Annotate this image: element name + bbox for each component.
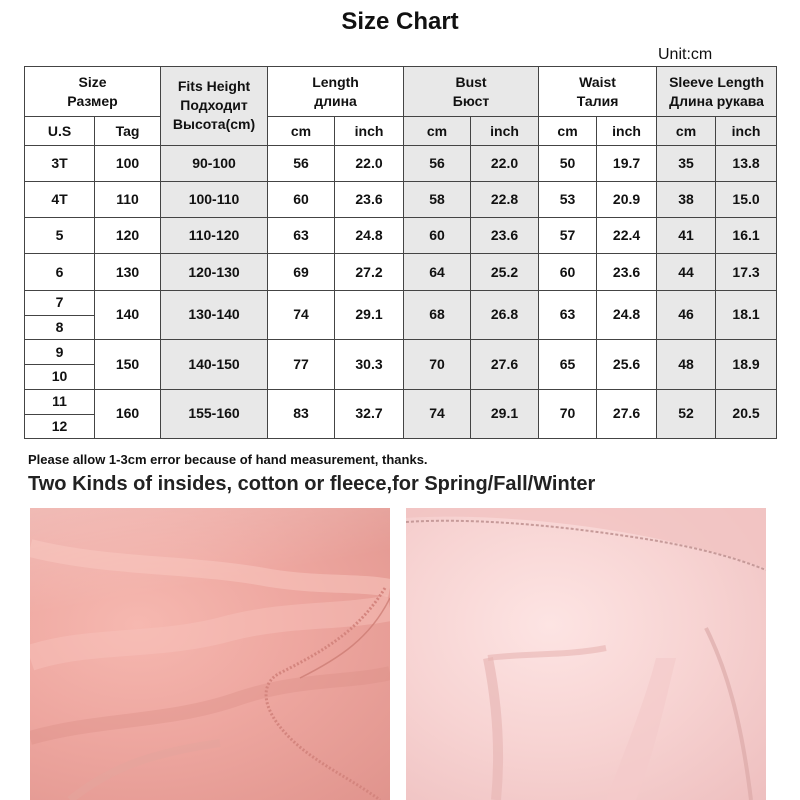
subheader-us: U.S: [25, 117, 95, 145]
cell-sleeve-cm: 46: [657, 290, 716, 339]
subheader-tag: Tag: [95, 117, 161, 145]
subheader-sleeve-inch: inch: [716, 117, 777, 145]
header-bust: Bust Бюст: [404, 67, 539, 117]
cell-bust-inch: 22.8: [471, 181, 539, 217]
cell-us: 4T: [25, 181, 95, 217]
cell-us: 11: [25, 389, 95, 414]
table-row: [25, 218, 777, 254]
cell-us: 6: [25, 254, 95, 290]
cell-us: 10: [25, 365, 95, 389]
table-row: [25, 290, 777, 315]
header-sleeve-length: Sleeve Length Длина рукава: [657, 67, 777, 117]
cell-bust-inch: 27.6: [471, 340, 539, 389]
cell-waist-cm: 50: [539, 145, 597, 181]
cell-length-inch: 23.6: [335, 181, 404, 217]
cell-waist-inch: 20.9: [597, 181, 657, 217]
subheader-waist-cm: cm: [539, 117, 597, 145]
header-size: Size Размер: [25, 67, 161, 117]
cell-bust-inch: 29.1: [471, 389, 539, 438]
cell-sleeve-cm: 48: [657, 340, 716, 389]
cell-length-inch: 29.1: [335, 290, 404, 339]
cell-height: 120-130: [161, 254, 268, 290]
cell-length-cm: 56: [268, 145, 335, 181]
cell-sleeve-inch: 18.1: [716, 290, 777, 339]
cell-height: 90-100: [161, 145, 268, 181]
cell-waist-inch: 22.4: [597, 218, 657, 254]
cell-bust-cm: 56: [404, 145, 471, 181]
cell-length-cm: 77: [268, 340, 335, 389]
fleece-lining-photo: [406, 508, 766, 800]
cell-height: 100-110: [161, 181, 268, 217]
cell-bust-cm: 68: [404, 290, 471, 339]
cell-sleeve-cm: 52: [657, 389, 716, 438]
cell-length-cm: 83: [268, 389, 335, 438]
subheader-bust-inch: inch: [471, 117, 539, 145]
cell-sleeve-cm: 41: [657, 218, 716, 254]
subheader-waist-inch: inch: [597, 117, 657, 145]
cell-waist-inch: 27.6: [597, 389, 657, 438]
cell-length-cm: 60: [268, 181, 335, 217]
cell-waist-cm: 65: [539, 340, 597, 389]
cell-length-inch: 22.0: [335, 145, 404, 181]
measurement-note: Please allow 1-3cm error because of hand measurement, thanks.: [28, 452, 428, 467]
cotton-lining-photo: [30, 508, 390, 800]
cell-tag: 130: [95, 254, 161, 290]
cell-bust-cm: 60: [404, 218, 471, 254]
cell-bust-inch: 23.6: [471, 218, 539, 254]
cell-sleeve-inch: 13.8: [716, 145, 777, 181]
cell-length-cm: 74: [268, 290, 335, 339]
cell-us: 8: [25, 315, 95, 339]
cell-waist-cm: 63: [539, 290, 597, 339]
cell-us: 12: [25, 414, 95, 438]
header-waist: Waist Талия: [539, 67, 657, 117]
cell-waist-inch: 19.7: [597, 145, 657, 181]
cell-us: 3T: [25, 145, 95, 181]
table-row: [25, 145, 777, 181]
cell-bust-cm: 64: [404, 254, 471, 290]
cell-sleeve-cm: 35: [657, 145, 716, 181]
subheader-bust-cm: cm: [404, 117, 471, 145]
cell-bust-inch: 25.2: [471, 254, 539, 290]
cell-bust-cm: 70: [404, 340, 471, 389]
cell-sleeve-inch: 17.3: [716, 254, 777, 290]
cell-waist-cm: 57: [539, 218, 597, 254]
cell-tag: 140: [95, 290, 161, 339]
header-length: Length длина: [268, 67, 404, 117]
cell-tag: 120: [95, 218, 161, 254]
cell-sleeve-inch: 20.5: [716, 389, 777, 438]
table-row: [25, 181, 777, 217]
header-fits-height: Fits Height Подходит Высота(cm): [161, 67, 268, 146]
table-row: [25, 340, 777, 365]
cell-bust-cm: 58: [404, 181, 471, 217]
cell-height: 140-150: [161, 340, 268, 389]
fleece-fabric-illustration: [406, 508, 766, 800]
cell-bust-inch: 22.0: [471, 145, 539, 181]
cell-sleeve-cm: 38: [657, 181, 716, 217]
cell-waist-inch: 25.6: [597, 340, 657, 389]
cell-us: 9: [25, 340, 95, 365]
cell-height: 130-140: [161, 290, 268, 339]
cell-waist-cm: 53: [539, 181, 597, 217]
cell-tag: 160: [95, 389, 161, 438]
unit-label: Unit:cm: [658, 46, 713, 63]
cell-length-cm: 63: [268, 218, 335, 254]
cell-us: 7: [25, 290, 95, 315]
table-row: [25, 254, 777, 290]
cell-length-inch: 24.8: [335, 218, 404, 254]
cell-tag: 150: [95, 340, 161, 389]
cell-sleeve-inch: 18.9: [716, 340, 777, 389]
cell-sleeve-inch: 16.1: [716, 218, 777, 254]
table-row: [25, 389, 777, 414]
cell-waist-inch: 24.8: [597, 290, 657, 339]
cotton-fabric-illustration: [30, 508, 390, 800]
cell-bust-inch: 26.8: [471, 290, 539, 339]
cell-length-inch: 30.3: [335, 340, 404, 389]
cell-sleeve-cm: 44: [657, 254, 716, 290]
cell-length-inch: 32.7: [335, 389, 404, 438]
cell-waist-inch: 23.6: [597, 254, 657, 290]
size-chart-table: [24, 66, 777, 439]
cell-length-inch: 27.2: [335, 254, 404, 290]
cell-sleeve-inch: 15.0: [716, 181, 777, 217]
subheader-length-inch: inch: [335, 117, 404, 145]
cell-us: 5: [25, 218, 95, 254]
cell-bust-cm: 74: [404, 389, 471, 438]
cell-tag: 110: [95, 181, 161, 217]
page-title: Size Chart: [341, 8, 459, 35]
subheader-sleeve-cm: cm: [657, 117, 716, 145]
cell-tag: 100: [95, 145, 161, 181]
fabric-headline: Two Kinds of insides, cotton or fleece,for Spring/Fall/Winter: [28, 473, 596, 495]
cell-waist-cm: 60: [539, 254, 597, 290]
cell-waist-cm: 70: [539, 389, 597, 438]
subheader-length-cm: cm: [268, 117, 335, 145]
cell-height: 155-160: [161, 389, 268, 438]
cell-height: 110-120: [161, 218, 268, 254]
cell-length-cm: 69: [268, 254, 335, 290]
